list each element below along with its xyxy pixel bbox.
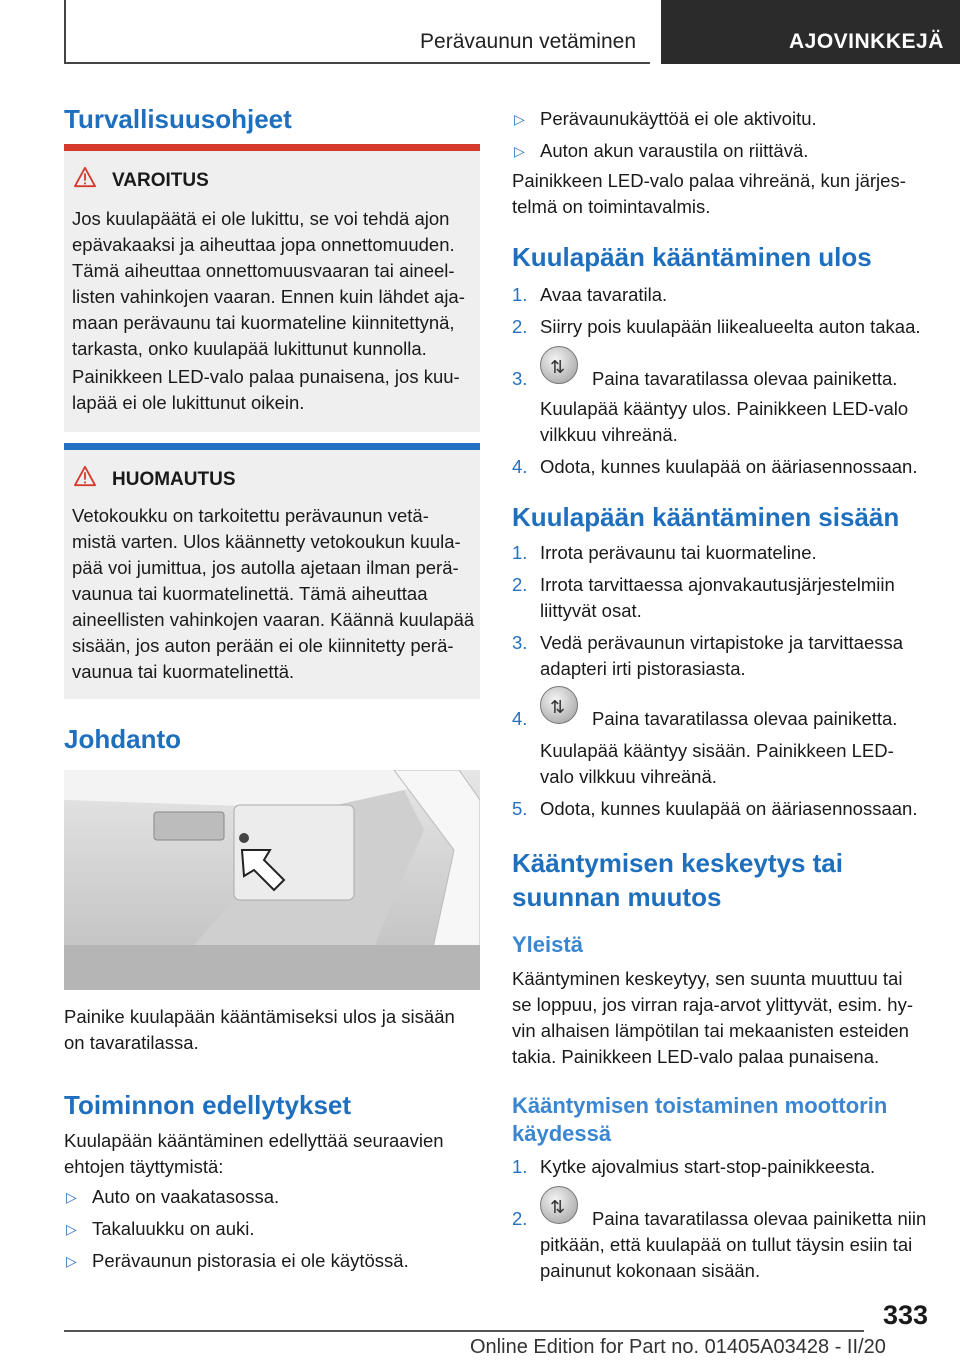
triangle-bullet-icon: ▷ [66,1253,77,1269]
warning-box [64,144,480,432]
fold-out-heading: Kuulapään kääntäminen ulos [512,242,872,272]
page-number: 333 [882,1300,928,1330]
step-text: Paina tavaratilassa olevaa painiketta. [592,708,898,729]
step-number: 2. [512,1208,528,1229]
text-line: liittyvät osat. [540,600,642,621]
step-text: Siirry pois kuulapään liikealueelta auton takaa. [540,316,921,337]
text-line: vilkkuu vihreänä. [540,424,678,445]
step-text: Avaa tavaratila. [540,284,668,305]
text-line: Irrota tarvittaessa ajonvakautusjärjestelmiin [540,574,895,595]
tow-hitch-button-icon: ⇅ [540,346,578,384]
step-text: Paina tavaratilassa olevaa painiketta. [592,368,898,389]
caption-line: Painike kuulapään kääntämiseksi ulos ja sisään [64,1006,455,1027]
step-number: 2. [512,316,528,337]
step-text: Odota, kunnes kuulapää on ääriasennossaan. [540,456,918,477]
notice-box [64,443,480,699]
text-line: Kääntyminen keskeytyy, sen suunta muuttuu tai [512,968,903,989]
step-number: 1. [512,542,528,563]
text-line: valo vilkkuu vihreänä. [540,766,717,787]
prereq-text [64,1128,444,1180]
interrupt-heading [512,846,843,914]
text-line: telmä on toimintavalmis. [512,196,711,217]
led-ready-text [512,168,906,220]
heading-line: Kääntymisen toistaminen moottorin [512,1093,888,1118]
intro-heading: Johdanto [64,724,181,754]
notice-line: Vetokoukku on tarkoitettu perävaunun vetä- [72,505,429,526]
step-text [540,630,903,682]
tow-hitch-button-icon: ⇅ [540,686,578,724]
notice-line: sisään, jos auton perään ei ole kiinnitetty perä- [72,635,454,656]
heading-line: käydessä [512,1121,612,1146]
footer-rule [64,1330,864,1332]
section-tab-label: AJOVINKKEJÄ [789,30,944,53]
warning-line: Painikkeen LED-valo palaa punaisena, jos kuu- [72,366,460,387]
notice-line: mistä varten. Ulos käännetty vetokoukun kuula- [72,531,461,552]
notice-line: vaunua tai kuormatelinettä. [72,661,295,682]
step-number: 3. [512,368,528,389]
triangle-bullet-icon: ▷ [66,1189,77,1205]
prereq-heading: Toiminnon edellytykset [64,1090,352,1120]
photo-caption [64,1004,455,1056]
warning-line: listen vahinkojen vaaran. Ennen kuin lähdet aja- [72,286,465,307]
warning-line: maan perävaunu tai kuormateline kiinnitettynä, [72,312,455,333]
step-number: 2. [512,574,528,595]
text-line: Painikkeen LED-valo palaa vihreänä, kun järjes- [512,170,906,191]
step-text [540,572,895,624]
triangle-bullet-icon: ▷ [514,143,525,159]
warning-line: epävakaaksi ja aiheuttaa jopa onnettomuuden. [72,234,455,255]
text-line: adapteri irti pistorasiasta. [540,658,746,679]
list-item-text: Perävaunun pistorasia ei ole käytössä. [92,1250,409,1271]
step-result [540,738,894,790]
step-text: Paina tavaratilassa olevaa painiketta niin [592,1208,927,1229]
tow-hitch-button-icon: ⇅ [540,1186,578,1224]
step-number: 5. [512,798,528,819]
general-text [512,966,913,1070]
warning-text [72,206,476,362]
step-text: Odota, kunnes kuulapää on ääriasennossaan. [540,798,918,819]
text-line: vin alhaisen lämpötilan tai mekaanisten esteiden [512,1020,909,1041]
warning-triangle-icon [74,465,96,487]
notice-line: vaunua tai kuormatelinettä. Tämä aiheuttaa [72,583,428,604]
safety-heading: Turvallisuusohjeet [64,104,292,134]
header-tab[interactable] [661,0,960,64]
step-number: 4. [512,456,528,477]
warning-line: Tämä aiheuttaa onnettomuusvaaran tai aineel- [72,260,455,281]
warning-line: Jos kuulapäätä ei ole lukittu, se voi tehdä ajon [72,208,450,229]
warning-line: tarkasta, onko kuulapää lukittunut kunnolla. [72,338,427,359]
fold-in-heading: Kuulapään kääntäminen sisään [512,502,900,532]
step-text: Kytke ajovalmius start-stop-painikkeesta. [540,1156,876,1177]
header [66,0,648,62]
repeat-heading [512,1092,887,1148]
notice-bar [64,443,480,450]
step-result [540,396,908,448]
text-line: painunut kokonaan sisään. [540,1260,761,1281]
text-line: Kuulapää kääntyy sisään. Painikkeen LED- [540,740,894,761]
warning-label: VAROITUS [112,170,209,191]
warning-triangle-icon [74,166,96,188]
header-rule [64,62,650,64]
step-number: 4. [512,708,528,729]
list-item-text: Takaluukku on auki. [92,1218,255,1239]
trunk-photo [64,770,480,990]
step-text: Irrota perävaunu tai kuormateline. [540,542,817,563]
prereq-line: ehtojen täyttymistä: [64,1156,224,1177]
warning-line: lapää ei ole lukittunut oikein. [72,392,305,413]
triangle-bullet-icon: ▷ [514,111,525,127]
notice-line: pää voi jumittua, jos autolla ajetaan ilman perä- [72,557,459,578]
notice-label: HUOMAUTUS [112,469,236,490]
step-number: 1. [512,284,528,305]
notice-line: aineellisten vahinkojen vaaran. Käännä kuulapää [72,609,475,630]
notice-text [72,503,476,685]
step-number: 1. [512,1156,528,1177]
edition-link[interactable]: Online Edition for Part no. 01405A03428 - II/20 [470,1336,886,1358]
caption-line: on tavaratilassa. [64,1032,199,1053]
chapter-title: Perävaunun vetäminen [420,30,636,53]
list-item-text: Perävaunukäyttöä ei ole aktivoitu. [540,108,817,129]
text-line: se loppuu, jos virran raja-arvot ylittyvät, esim. hy- [512,994,913,1015]
list-item-text: Auton akun varaustila on riittävä. [540,140,809,161]
heading-line: suunnan muutos [512,882,722,912]
prereq-line: Kuulapään kääntäminen edellyttää seuraavien [64,1130,444,1151]
text-line: Kuulapää kääntyy ulos. Painikkeen LED-valo [540,398,909,419]
warning-text-2 [72,364,476,416]
warning-bar [64,144,480,151]
step-number: 3. [512,632,528,653]
heading-line: Kääntymisen keskeytys tai [512,848,843,878]
trunk-illustration [64,770,480,990]
general-heading: Yleistä [512,932,583,957]
text-line: pitkään, että kuulapää on tullut täysin esiin tai [540,1234,913,1255]
list-item-text: Auto on vaakatasossa. [92,1186,280,1207]
text-line: takia. Painikkeen LED-valo palaa punaisena. [512,1046,880,1067]
text-line: Vedä perävaunun virtapistoke ja tarvittaessa [540,632,904,653]
step-result [540,1232,912,1284]
triangle-bullet-icon: ▷ [66,1221,77,1237]
